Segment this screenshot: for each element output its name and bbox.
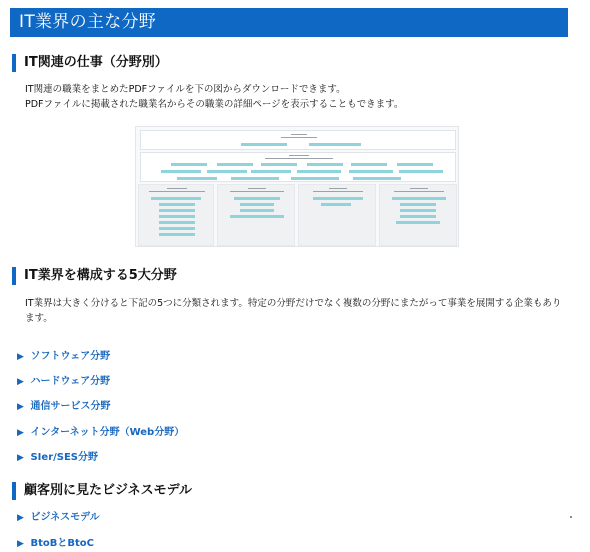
fields-description: IT業界は大きく分けると下記の5つに分類されます。特定の分野だけでなく複数の分野にまたがって事業を展開する企業もあります。 (25, 298, 562, 324)
diagram-column-2 (217, 184, 295, 246)
play-triangle-icon: ▶ (17, 402, 24, 412)
link-telecom-field[interactable]: ▶ 通信サービス分野 (17, 401, 111, 412)
jobs-description-line1: IT関連の職業をまとめたPDFファイルを下の図からダウンロードできます。 (25, 84, 346, 95)
decorative-dot (570, 516, 572, 518)
link-business-model[interactable]: ▶ ビジネスモデル (17, 512, 100, 523)
section-heading-business: 顧客別に見たビジネスモデル (12, 482, 192, 500)
play-triangle-icon: ▶ (17, 513, 24, 523)
play-triangle-icon: ▶ (17, 428, 24, 438)
diagram-top-box (140, 130, 456, 150)
link-btob-btoc[interactable]: ▶ BtoBとBtoC (17, 538, 94, 549)
play-triangle-icon: ▶ (17, 453, 24, 463)
play-triangle-icon: ▶ (17, 352, 24, 362)
play-triangle-icon: ▶ (17, 539, 24, 549)
job-category-diagram[interactable] (135, 126, 459, 247)
jobs-description-line2: PDFファイルに掲載された職業名からその職業の詳細ページを表示することもできます。 (25, 99, 404, 110)
diagram-column-3 (298, 184, 376, 246)
diagram-column-4 (379, 184, 457, 246)
play-triangle-icon: ▶ (17, 377, 24, 387)
section-heading-jobs: IT関連の仕事（分野別） (12, 54, 168, 72)
section-heading-fields: IT業界を構成する5大分野 (12, 267, 177, 285)
link-sier-ses-field[interactable]: ▶ SIer/SES分野 (17, 452, 99, 463)
link-hardware-field[interactable]: ▶ ハードウェア分野 (17, 376, 111, 387)
diagram-middle-box (140, 152, 456, 182)
link-software-field[interactable]: ▶ ソフトウェア分野 (17, 351, 111, 362)
page-title: IT業界の主な分野 (10, 8, 568, 37)
diagram-column-1 (138, 184, 214, 246)
link-internet-field[interactable]: ▶ インターネット分野（Web分野） (17, 427, 185, 438)
